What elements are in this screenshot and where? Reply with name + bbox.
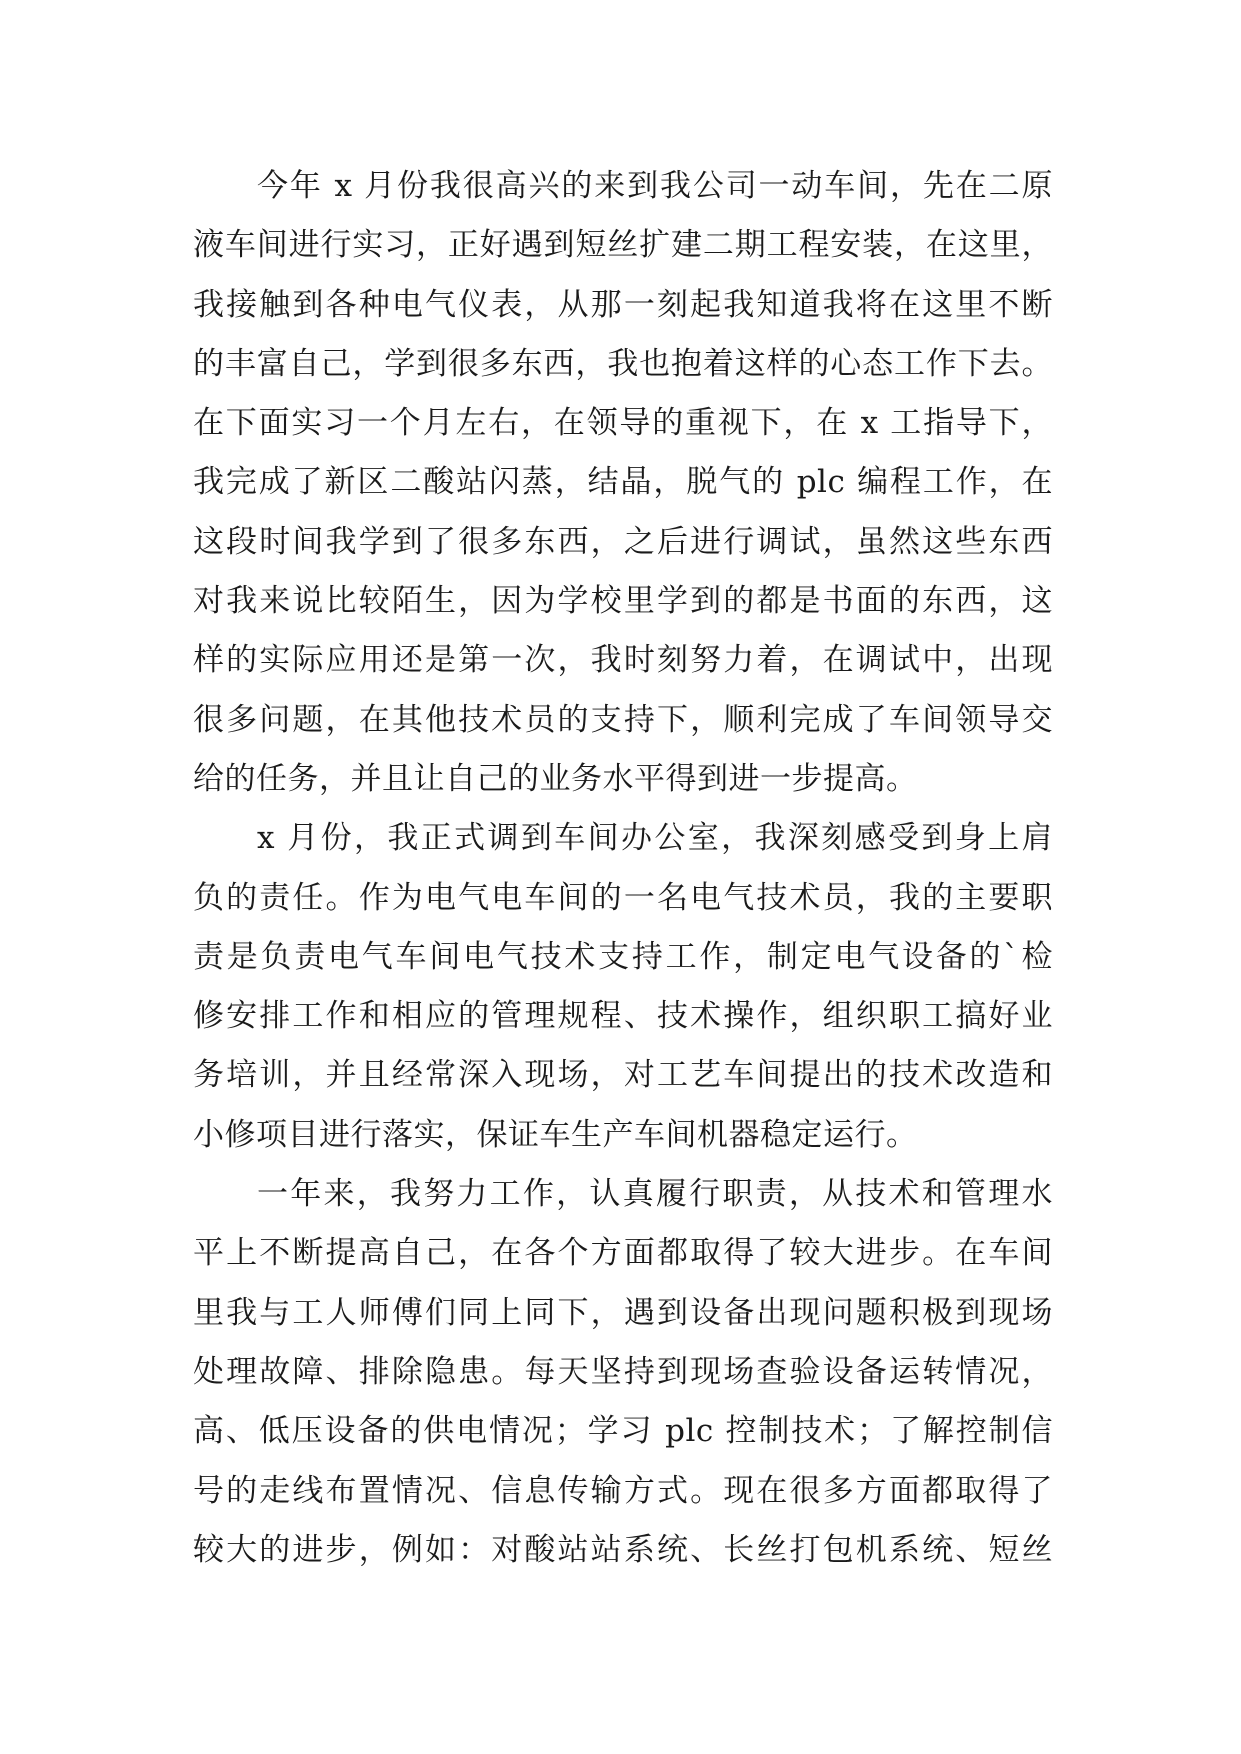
text-line: 一年来，我努力工作，认真履行职责，从技术和管理水 <box>257 1176 1053 1213</box>
text-line: 的丰富自己，学到很多东西，我也抱着这样的心态工作下去。 <box>193 345 1053 382</box>
text-line: 这段时间我学到了很多东西，之后进行调试，虽然这些东西 <box>193 523 1053 560</box>
text-line: 很多问题，在其他技术员的支持下，顺利完成了车间领导交 <box>193 701 1053 738</box>
text-line: 务培训，并且经常深入现场，对工艺车间提出的技术改造和 <box>193 1057 1053 1094</box>
text-line: 负的责任。作为电气电车间的一名电气技术员，我的主要职 <box>193 879 1053 916</box>
text-line: 较大的进步，例如：对酸站站系统、长丝打包机系统、短丝 <box>193 1531 1053 1568</box>
text-line: 号的走线布置情况、信息传输方式。现在很多方面都取得了 <box>193 1472 1053 1509</box>
text-line: 给的任务，并且让自己的业务水平得到进一步提高。 <box>193 760 918 797</box>
text-line: 修安排工作和相应的管理规程、技术操作，组织职工搞好业 <box>193 998 1053 1035</box>
text-line: 样的实际应用还是第一次，我时刻努力着，在调试中，出现 <box>193 642 1053 679</box>
paragraph <box>193 157 1053 809</box>
text-line: 高、低压设备的供电情况；学习 plc 控制技术；了解控制信 <box>193 1413 1053 1450</box>
text-line: 今年 x 月份我很高兴的来到我公司一动车间，先在二原 <box>257 168 1053 204</box>
text-line: x 月份，我正式调到车间办公室，我深刻感受到身上肩 <box>257 820 1053 857</box>
body-text <box>193 157 1053 1580</box>
text-line: 在下面实习一个月左右，在领导的重视下，在 x 工指导下， <box>193 405 1053 442</box>
text-line: 平上不断提高自己，在各个方面都取得了较大进步。在车间 <box>193 1235 1053 1272</box>
text-line: 液车间进行实习，正好遇到短丝扩建二期工程安装，在这里， <box>193 227 1053 264</box>
text-line: 我完成了新区二酸站闪蒸，结晶，脱气的 plc 编程工作，在 <box>193 464 1053 501</box>
text-line: 我接触到各种电气仪表，从那一刻起我知道我将在这里不断 <box>193 286 1053 323</box>
text-line: 责是负责电气车间电气技术支持工作，制定电气设备的`检 <box>193 938 1053 975</box>
paragraph <box>193 1165 1053 1580</box>
paragraph <box>193 809 1053 1165</box>
text-line: 处理故障、排除隐患。每天坚持到现场查验设备运转情况， <box>193 1353 1053 1390</box>
text-line: 对我来说比较陌生，因为学校里学到的都是书面的东西，这 <box>193 583 1053 620</box>
text-line: 里我与工人师傅们同上同下，遇到设备出现问题积极到现场 <box>193 1294 1053 1331</box>
text-line: 小修项目进行落实，保证车生产车间机器稳定运行。 <box>193 1116 918 1153</box>
